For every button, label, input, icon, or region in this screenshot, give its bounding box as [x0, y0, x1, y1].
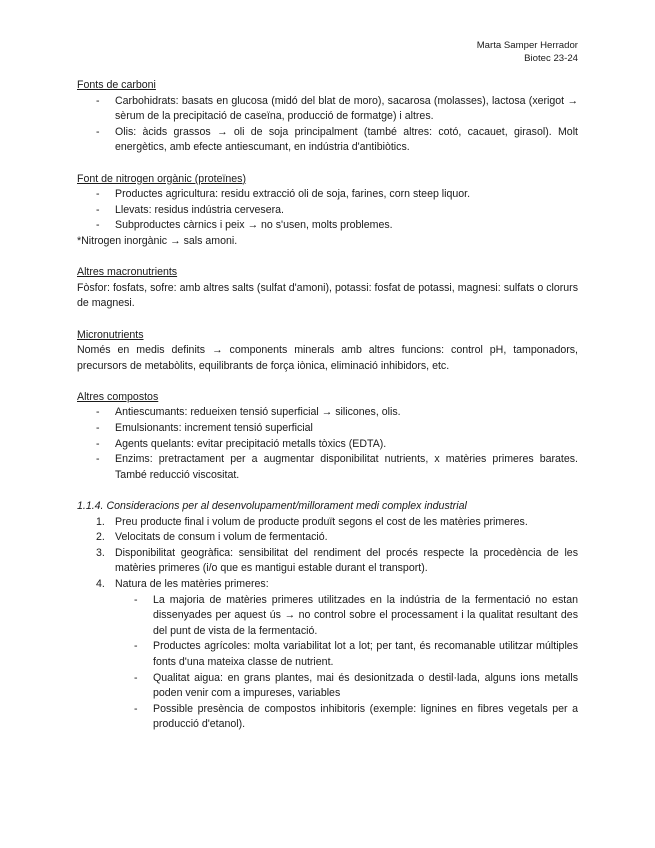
course-label: Biotec 23-24: [524, 53, 578, 64]
micronutrients-heading: Micronutrients: [77, 328, 144, 341]
sub-list-item: - Productes agrícoles: molta variabilitat lot a lot; per tant, és recomanable utilitzar múltiples fonts d'una mateixa classe de nutrient.: [153, 639, 578, 670]
nitrogen-note: *Nitrogen inorgànic → sals amoni.: [77, 234, 238, 247]
sub-list-item: - Possible presència de compostos inhibitoris (exemple: lignines en fibres vegetals per a producció d'etanol).: [153, 702, 578, 733]
considerations-section: [77, 499, 578, 733]
list-item: - Emulsionants: increment tensió superficial: [115, 421, 578, 437]
carbon-sources-heading: Fonts de carboni: [77, 79, 156, 91]
item-text: Velocitats de consum i volum de fermentació.: [115, 531, 328, 544]
macronutrients-heading: Altres macronutrients: [77, 266, 178, 279]
considerations-list: [77, 515, 578, 733]
sub-list-item: - La majoria de matèries primeres utilitzades en la indústria de la fermentació no estan dissenyades per aquest ús → no control sobre el processament i la qualitat resultant des del punt de vista de la fermentació.: [153, 593, 578, 640]
list-item: - Carbohidrats: basats en glucosa (midó del blat de moro), sacarosa (molasses), lactosa (xerigot → sèrum de la precipitació de caseïna, producció de formatge) i altres.: [115, 94, 578, 125]
list-item: - Antiescumants: redueixen tensió superficial → silicones, olis.: [115, 405, 578, 421]
other-compounds-list: [77, 405, 578, 483]
list-item: - Agents quelants: evitar precipitació metalls tòxics (EDTA).: [115, 437, 578, 453]
page-header: [477, 39, 578, 65]
micronutrients-text: Només en medis definits → components minerals amb altres funcions: control pH, tamponadors, precursors de metabòlits, equilibrants de força iònica, eliminació inhibidors, etc.: [77, 344, 578, 372]
list-item: [96, 530, 578, 546]
considerations-heading: 1.1.4. Consideracions per al desenvolupament/millorament medi complex industrial: [77, 500, 467, 513]
item-number: 1.: [96, 515, 105, 528]
other-compounds-section: [77, 390, 578, 484]
nitrogen-heading: Font de nitrogen orgànic (proteïnes): [77, 172, 247, 185]
document-body: [77, 78, 578, 733]
list-item: [96, 546, 578, 577]
list-item: [96, 515, 578, 531]
macronutrients-section: [77, 265, 578, 312]
item-number: 3.: [96, 546, 105, 559]
item-text: Natura de les matèries primeres:: [115, 578, 269, 590]
list-item: - Productes agricultura: residu extracció oli de soja, farines, corn steep liquor.: [115, 187, 578, 203]
carbon-sources-list: [77, 94, 578, 156]
author-name: Marta Samper Herrador: [476, 40, 578, 51]
item-number: 4.: [96, 578, 105, 590]
raw-materials-sublist: [115, 593, 578, 733]
nitrogen-section: [77, 172, 578, 250]
nitrogen-list: [77, 187, 578, 234]
sub-list-item: - Qualitat aigua: en grans plantes, mai és desionitzada o destil·lada, alguns ions metalls poden venir com a impureses, variables: [153, 671, 578, 702]
list-item: - Subproductes càrnics i peix → no s'usen, molts problemes.: [115, 218, 578, 234]
list-item: [96, 577, 578, 733]
list-item: - Llevats: residus indústria cervesera.: [115, 203, 578, 219]
list-item: - Enzims: pretractament per a augmentar disponibilitat nutrients, x matèries primeres barates. També reducció viscositat.: [115, 452, 578, 483]
other-compounds-heading: Altres compostos: [77, 390, 159, 403]
carbon-sources-section: [77, 78, 578, 156]
list-item: - Olis: àcids grassos → oli de soja principalment (també altres: cotó, cacauet, girasol). Molt energètics, amb efecte antiescumant, en indústria d'antibiòtics.: [115, 125, 578, 156]
item-number: 2.: [96, 531, 105, 544]
micronutrients-section: [77, 328, 578, 375]
item-text: Preu producte final i volum de producte produït segons el cost de les matèries primeres.: [115, 515, 528, 528]
macronutrients-text: Fòsfor: fosfats, sofre: amb altres salts (sulfat d'amoni), potassi: fosfat de potassi, magnesi: sulfats o clorurs de magnesi.: [77, 281, 578, 310]
item-text: Disponibilitat geogràfica: sensibilitat del rendiment del procés respecte la procedència de les matèries primeres (i/o que es mantigui estable durant el transport).: [115, 546, 578, 575]
